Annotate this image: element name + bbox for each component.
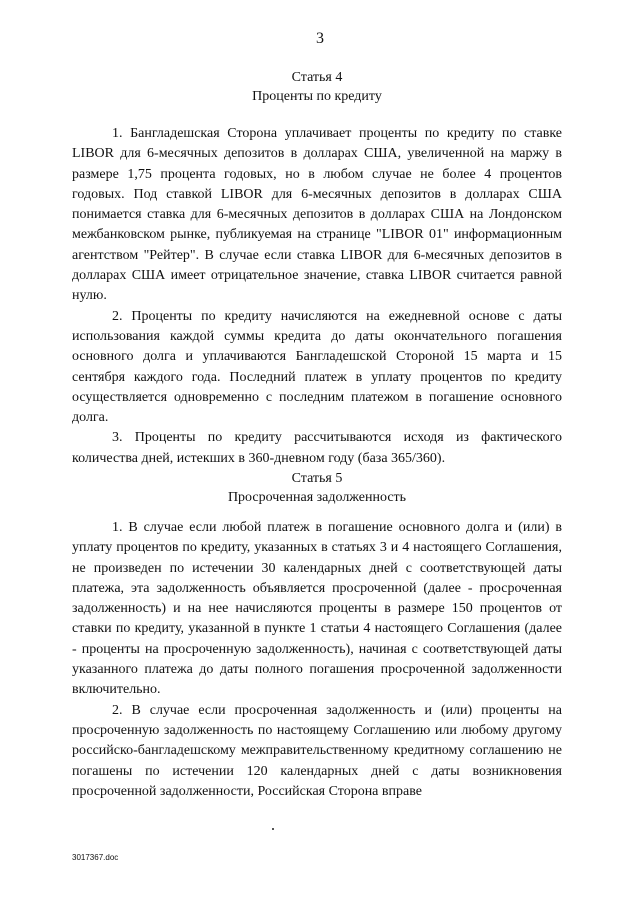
footer-document-code: 3017367.doc <box>72 853 119 862</box>
article-5-title: Просроченная задолженность <box>227 490 407 505</box>
article-4-paragraph-2: 2. Проценты по кредиту начисляются на ежедневной основе с даты использования каждой суммы кредита до даты окончательного погашения основного долга и уплачиваются Бангладешской Стороной 15 марта и 15 сентября каждого года. Последний платеж в уплату процентов по кредиту осуществляется одновременно с последним платежом в погашение основного долга. <box>72 308 562 426</box>
article-5-paragraph-1: 1. В случае если любой платеж в погашение основного долга и (или) в уплату процентов по кредиту, указанных в статьях 3 и 4 настоящего Соглашения, не произведен по истечении 30 календарных дней с соответствующей даты платежа, эта задолженность объявляется просроченной (далее - просроченная задолженность) и на нее начисляются проценты в размере 150 процентов от ставки по кредиту, указанной в пункте 1 статьи 4 настоящего Соглашения (далее - проценты на просроченную задолженность), начиная с соответствующей даты указанного платежа до даты полного погашения просроченной задолженности включительно. <box>72 520 562 698</box>
article-4 <box>72 68 562 106</box>
article-4-paragraph-3: 3. Проценты по кредиту рассчитываются исходя из фактического количества дней, истекших в 360-дневном году (база 365/360). <box>72 430 562 466</box>
article-5 <box>72 469 562 507</box>
article-4-title: Проценты по кредиту <box>252 89 382 104</box>
article-5-paragraph-2: 2. В случае если просроченная задолженность и (или) проценты на просроченную задолженность по настоящему Соглашению или любому другому российско-бангладешскому межправительственному кредитному соглашению не погашены по истечении 120 календарных дней с даты возникновения просроченной задолженности, Российская Сторона вправе <box>72 702 562 799</box>
article-5-label: Статья 5 <box>291 471 343 486</box>
article-4-label: Статья 4 <box>291 70 343 85</box>
article-5-body <box>72 518 562 802</box>
page-number: 3 <box>316 30 324 47</box>
scan-speck <box>272 828 274 830</box>
article-4-body <box>72 124 562 469</box>
article-4-paragraph-1: 1. Бангладешская Сторона уплачивает проценты по кредиту по ставке LIBOR для 6-месячных депозитов в долларах США, увеличенной на маржу в размере 1,75 процента годовых, но в любом случае не более 4 процентов годовых. Под ставкой LIBOR для 6-месячных депозитов в долларах США понимается ставка для 6-месячных депозитов в долларах США на Лондонском межбанковском рынке, публикуемая на странице "LIBOR 01" информационным агентством "Рейтер". В случае если ставка LIBOR для 6-месячных депозитов в долларах США имеет отрицательное значение, ставка LIBOR считается равной нулю. <box>72 126 562 304</box>
